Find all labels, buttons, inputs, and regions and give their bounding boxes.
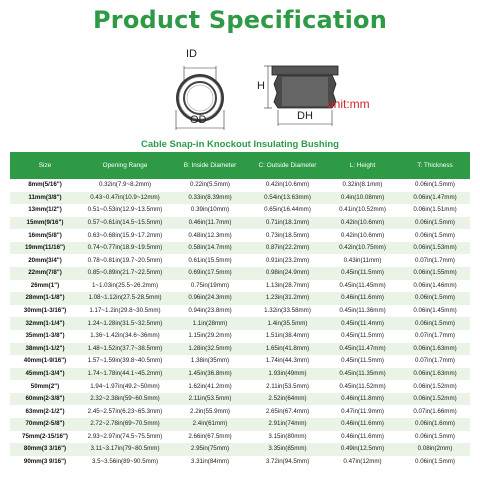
table-cell: 0.07in(1.7mm) <box>400 355 470 368</box>
table-cell: 0.06in(1.63mm) <box>400 343 470 356</box>
table-row <box>10 355 470 368</box>
table-cell: 0.45in(11.36mm) <box>325 305 400 318</box>
table-cell: 0.45in(11.5mm) <box>325 267 400 280</box>
table-cell: 13mm(1/2") <box>10 204 80 217</box>
table-cell: 8mm(5/16") <box>10 179 80 192</box>
table-cell: 75mm(2-15/16") <box>10 431 80 444</box>
table-cell: 0.45in(11.47mm) <box>325 343 400 356</box>
table-cell: 2.32~2.38in(59~60.5mm) <box>80 393 170 406</box>
table-cell: 0.06in(1.52mm) <box>400 380 470 393</box>
table-cell: 2.11in(53.5mm) <box>170 393 250 406</box>
table-cell: 1.93in(49mm) <box>250 368 325 381</box>
table-cell: 0.06in(1.5mm) <box>400 456 470 469</box>
table-cell: 0.06in(1.5mm) <box>400 431 470 444</box>
table-cell: 0.06in(1.46mm) <box>400 280 470 293</box>
table-cell: 1.32in(33.58mm) <box>250 305 325 318</box>
od-label: OD <box>190 114 207 126</box>
table-cell: 0.48in(12.3mm) <box>170 229 250 242</box>
column-header: C: Outside Diameter <box>250 152 325 179</box>
table-row <box>10 242 470 255</box>
table-cell: 0.42in(10.75mm) <box>325 242 400 255</box>
table-row <box>10 217 470 230</box>
table-cell: 1.57~1.59in(39.8~40.5mm) <box>80 355 170 368</box>
spec-table <box>10 152 470 468</box>
table-cell: 60mm(2-3/8") <box>10 393 80 406</box>
table-cell: 3.5~3.56in(89~90.5mm) <box>80 456 170 469</box>
table-cell: 1.51in(38.4mm) <box>250 330 325 343</box>
table-cell: 0.43~0.47in(10.9~12mm) <box>80 192 170 205</box>
table-cell: 1.74~1.78in(44.1~45.2mm) <box>80 368 170 381</box>
column-header: B: Inside Diameter <box>170 152 250 179</box>
table-cell: 1.94~1.97in(49.2~50mm) <box>80 380 170 393</box>
table-cell: 2.11in(53.5mm) <box>250 380 325 393</box>
table-row <box>10 204 470 217</box>
table-cell: 0.65in(16.44mm) <box>250 204 325 217</box>
table-cell: 1.4in(35.5mm) <box>250 317 325 330</box>
table-row <box>10 431 470 444</box>
table-cell: 0.45in(11.4mm) <box>325 317 400 330</box>
table-row <box>10 393 470 406</box>
table-row <box>10 368 470 381</box>
table-cell: 1.36~1.42in(34.6~36mm) <box>80 330 170 343</box>
table-cell: 0.91in(23.2mm) <box>250 254 325 267</box>
table-cell: 0.32in(7.9~8.2mm) <box>80 179 170 192</box>
table-cell: 0.06in(1.47mm) <box>400 192 470 205</box>
table-row <box>10 456 470 469</box>
table-cell: 1.15in(29.2mm) <box>170 330 250 343</box>
table-row <box>10 254 470 267</box>
table-cell: 2.95in(75mm) <box>170 443 250 456</box>
table-cell: 1.17~1.2in(29.8~30.5mm) <box>80 305 170 318</box>
table-cell: 1~1.03in(25.5~26.2mm) <box>80 280 170 293</box>
column-header: T: Thickness <box>400 152 470 179</box>
table-cell: 0.69in(17.5mm) <box>170 267 250 280</box>
table-cell: 20mm(3/4") <box>10 254 80 267</box>
table-row <box>10 280 470 293</box>
table-cell: 2.52in(64mm) <box>250 393 325 406</box>
table-cell: 0.33in(8.39mm) <box>170 192 250 205</box>
table-title: Cable Snap-in Knockout Insulating Bushing <box>141 139 339 150</box>
table-cell: 1.65in(41.8mm) <box>250 343 325 356</box>
column-header: Opening Range <box>80 152 170 179</box>
table-row <box>10 380 470 393</box>
table-cell: 0.45in(11.45mm) <box>325 280 400 293</box>
table-cell: 0.39in(10mm) <box>170 204 250 217</box>
table-cell: 1.38in(35mm) <box>170 355 250 368</box>
table-row <box>10 405 470 418</box>
table-cell: 2.66in(67.5mm) <box>170 431 250 444</box>
table-row <box>10 330 470 343</box>
table-cell: 22mm(7/8") <box>10 267 80 280</box>
table-cell: 15mm(9/16") <box>10 217 80 230</box>
table-cell: 0.45in(11.5mm) <box>325 355 400 368</box>
table-cell: 3.72in(94.5mm) <box>250 456 325 469</box>
table-cell: 0.07in(1.7mm) <box>400 330 470 343</box>
table-cell: 0.73in(18.5mm) <box>250 229 325 242</box>
table-cell: 0.46in(11.6mm) <box>325 292 400 305</box>
table-cell: 1.1in(28mm) <box>170 317 250 330</box>
table-cell: 1.13in(28.7mm) <box>250 280 325 293</box>
table-cell: 0.54in(13.63mm) <box>250 192 325 205</box>
table-cell: 16mm(5/8") <box>10 229 80 242</box>
table-cell: 0.45in(11.35mm) <box>325 368 400 381</box>
column-header: L: Height <box>325 152 400 179</box>
unit-label: unit:mm <box>327 97 370 111</box>
table-cell: 0.96in(24.3mm) <box>170 292 250 305</box>
table-row <box>10 317 470 330</box>
table-cell: 2.93~2.97in(74.5~75.5mm) <box>80 431 170 444</box>
table-cell: 11mm(3/8") <box>10 192 80 205</box>
table-cell: 0.47in(12mm) <box>325 456 400 469</box>
h-label: H <box>257 80 265 92</box>
table-cell: 0.4in(10.08mm) <box>325 192 400 205</box>
table-cell: 0.61in(15.5mm) <box>170 254 250 267</box>
table-row <box>10 292 470 305</box>
table-cell: 0.46in(11.8mm) <box>325 393 400 406</box>
table-cell: 0.06in(1.51mm) <box>400 204 470 217</box>
table-cell: 3.35in(85mm) <box>250 443 325 456</box>
table-cell: 0.87in(22.2mm) <box>250 242 325 255</box>
table-cell: 2.2in(55.9mm) <box>170 405 250 418</box>
table-cell: 0.06in(1.5mm) <box>400 229 470 242</box>
table-cell: 0.45in(11.5mm) <box>325 330 400 343</box>
table-cell: 1.24~1.28in(31.5~32.5mm) <box>80 317 170 330</box>
table-row <box>10 343 470 356</box>
table-cell: 1.62in(41.2mm) <box>170 380 250 393</box>
table-cell: 0.98in(24.9mm) <box>250 267 325 280</box>
table-cell: 0.41in(10.52mm) <box>325 204 400 217</box>
table-cell: 3.11~3.17in(79~80.5mm) <box>80 443 170 456</box>
table-cell: 0.06in(1.5mm) <box>400 292 470 305</box>
table-cell: 0.07in(1.66mm) <box>400 405 470 418</box>
table-cell: 0.06in(1.53mm) <box>400 242 470 255</box>
table-cell: 19mm(11/16") <box>10 242 80 255</box>
table-cell: 0.74~0.77in(18.9~19.5mm) <box>80 242 170 255</box>
table-cell: 26mm(1") <box>10 280 80 293</box>
table-cell: 38mm(1-1/2") <box>10 343 80 356</box>
table-cell: 0.06in(1.6mm) <box>400 418 470 431</box>
table-row <box>10 267 470 280</box>
table-cell: 0.32in(8.1mm) <box>325 179 400 192</box>
table-cell: 0.42in(10.6mm) <box>325 229 400 242</box>
table-cell: 40mm(1-9/16") <box>10 355 80 368</box>
table-cell: 30mm(1-3/16") <box>10 305 80 318</box>
table-cell: 0.46in(11.7mm) <box>170 217 250 230</box>
table-row <box>10 179 470 192</box>
table-cell: 0.06in(1.55mm) <box>400 267 470 280</box>
table-cell: 0.45in(11.52mm) <box>325 380 400 393</box>
table-cell: 50mm(2") <box>10 380 80 393</box>
table-cell: 1.08~1.12in(27.5-28.5mm) <box>80 292 170 305</box>
table-cell: 1.45in(36.8mm) <box>170 368 250 381</box>
table-cell: 0.47in(11.9mm) <box>325 405 400 418</box>
table-cell: 2.45~2.57in(6.23~65.3mm) <box>80 405 170 418</box>
table-cell: 2.4in(61mm) <box>170 418 250 431</box>
table-cell: 3.15in(80mm) <box>250 431 325 444</box>
dh-label: DH <box>297 110 313 122</box>
table-row <box>10 305 470 318</box>
table-cell: 0.06in(1.5mm) <box>400 217 470 230</box>
table-cell: 3.31in(84mm) <box>170 456 250 469</box>
table-cell: 0.63~0.68in(15.9~17.2mm) <box>80 229 170 242</box>
table-row <box>10 443 470 456</box>
id-label: ID <box>186 48 197 60</box>
table-cell: 0.06in(1.45mm) <box>400 305 470 318</box>
table-cell: 2.65in(67.4mm) <box>250 405 325 418</box>
table-row <box>10 229 470 242</box>
table-body <box>10 179 470 468</box>
table-cell: 0.22in(5.5mm) <box>170 179 250 192</box>
table-header-row <box>10 152 470 179</box>
table-cell: 2.72~2.78in(69~70.5mm) <box>80 418 170 431</box>
table-cell: 0.58in(14.7mm) <box>170 242 250 255</box>
table-cell: 0.07in(1.7mm) <box>400 254 470 267</box>
table-cell: 0.08in(2mm) <box>400 443 470 456</box>
bushing-diagram-drawing <box>0 44 480 134</box>
table-cell: 0.43in(11mm) <box>325 254 400 267</box>
column-header: Size <box>10 152 80 179</box>
table-cell: 1.48~1.52in(37.7~38.5mm) <box>80 343 170 356</box>
table-cell: 32mm(1-1/4") <box>10 317 80 330</box>
table-cell: 0.42in(10.6mm) <box>250 179 325 192</box>
table-cell: 0.06in(1.52mm) <box>400 393 470 406</box>
table-cell: 28mm(1-1/8") <box>10 292 80 305</box>
table-cell: 0.49in(12.5mm) <box>325 443 400 456</box>
table-cell: 0.94in(23.8mm) <box>170 305 250 318</box>
table-cell: 0.78~0.81in(19.7~20.5mm) <box>80 254 170 267</box>
table-cell: 0.51~0.53in(12.9~13.5mm) <box>80 204 170 217</box>
table-cell: 0.06in(1.63mm) <box>400 368 470 381</box>
table-cell: 35mm(1-3/8") <box>10 330 80 343</box>
table-row <box>10 192 470 205</box>
table-cell: 1.74in(44.3mm) <box>250 355 325 368</box>
table-cell: 1.28in(32.5mm) <box>170 343 250 356</box>
table-cell: 1.23in(31.2mm) <box>250 292 325 305</box>
table-cell: 0.42in(10.6mm) <box>325 217 400 230</box>
table-cell: 0.57~0.61in(14.5~15.5mm) <box>80 217 170 230</box>
table-cell: 70mm(2-5/8") <box>10 418 80 431</box>
table-cell: 0.75in(19mm) <box>170 280 250 293</box>
table-cell: 80mm(3 3/16") <box>10 443 80 456</box>
table-cell: 0.06in(1.5mm) <box>400 317 470 330</box>
table-cell: 90mm(3 9/16") <box>10 456 80 469</box>
page-title: Product Specification <box>93 6 387 34</box>
table-cell: 63mm(2-1/2") <box>10 405 80 418</box>
table-cell: 45mm(1-3/4") <box>10 368 80 381</box>
table-cell: 2.91in(74mm) <box>250 418 325 431</box>
table-cell: 0.06in(1.5mm) <box>400 179 470 192</box>
bushing-diagram <box>0 44 480 134</box>
table-row <box>10 418 470 431</box>
table-cell: 0.85~0.89in(21.7~22.5mm) <box>80 267 170 280</box>
table-cell: 0.46in(11.6mm) <box>325 431 400 444</box>
table-cell: 0.71in(18.1mm) <box>250 217 325 230</box>
table-cell: 0.46in(11.6mm) <box>325 418 400 431</box>
